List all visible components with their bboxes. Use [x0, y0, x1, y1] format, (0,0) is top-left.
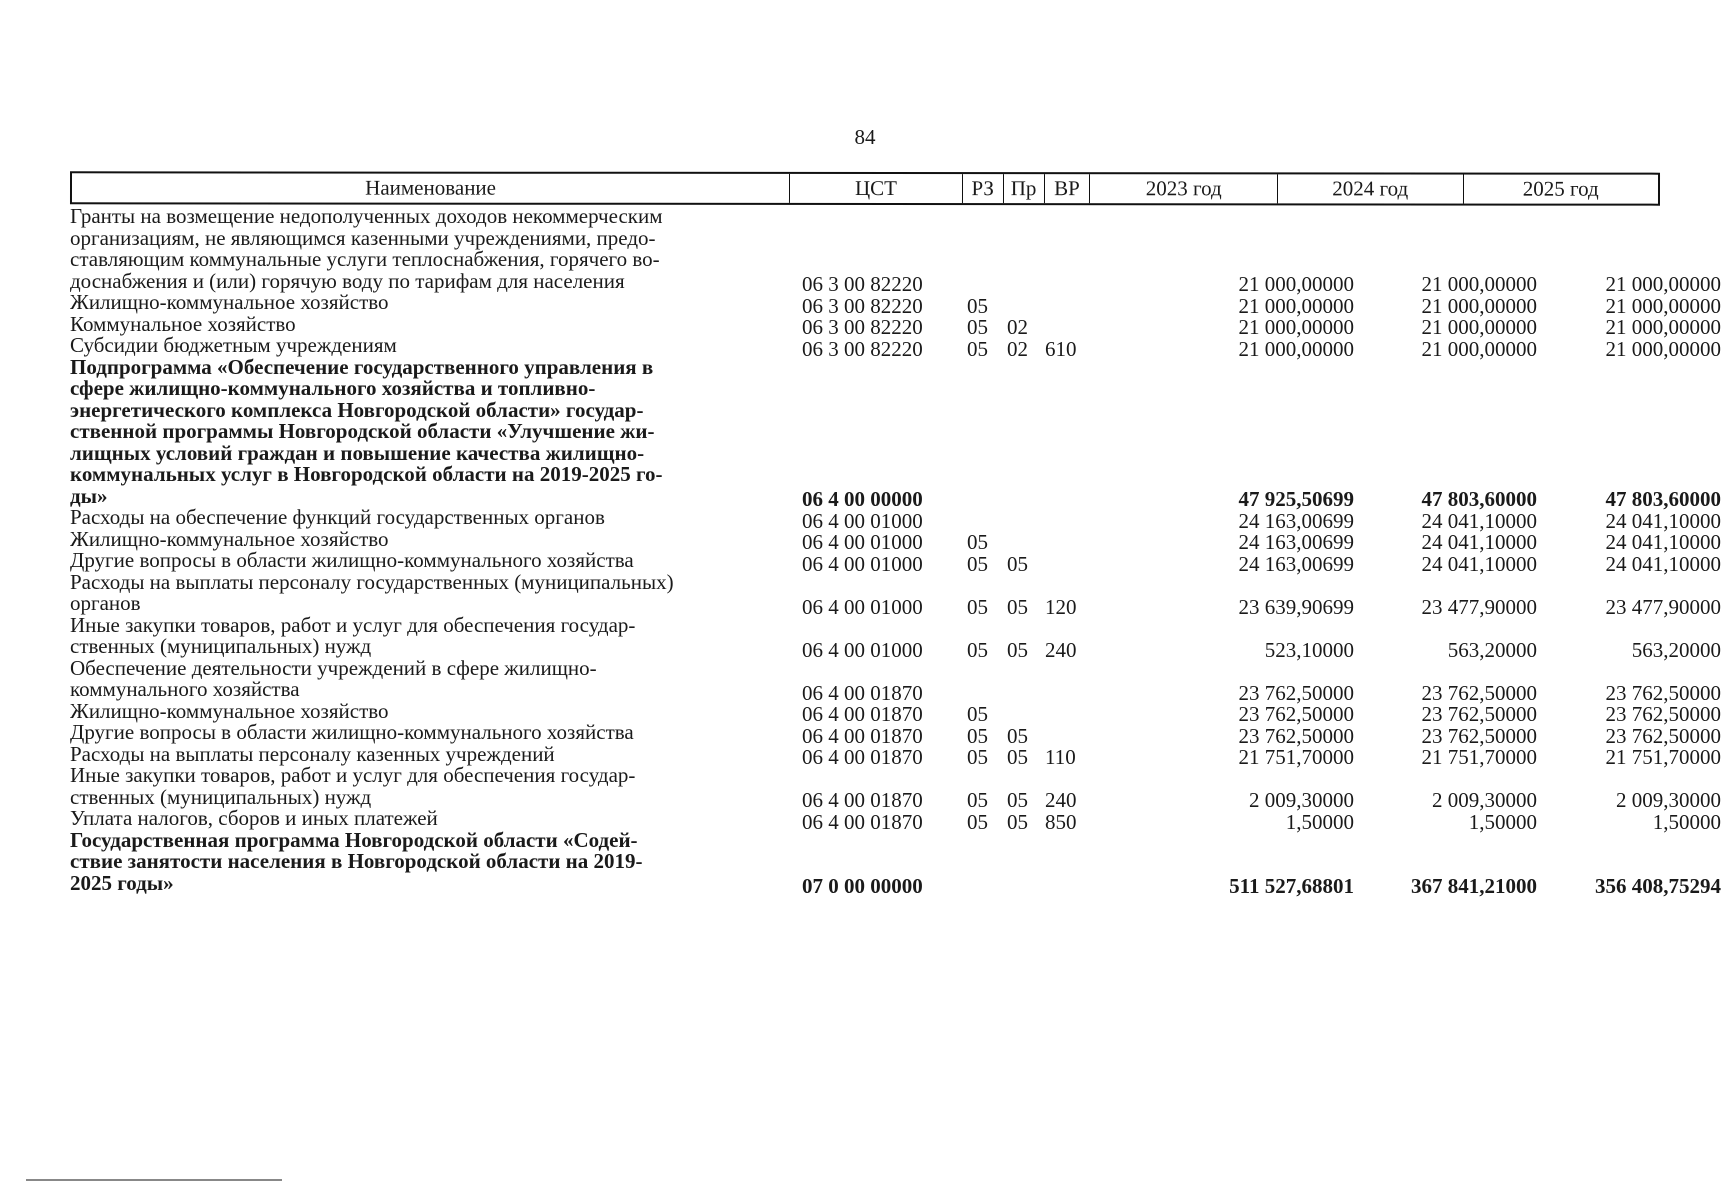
- table-row: [70, 612, 1721, 662]
- row-vr: 120: [1045, 594, 1077, 619]
- row-y2025: 47 803,60000: [1605, 487, 1721, 511]
- row-y2025: 23 477,90000: [1605, 594, 1721, 619]
- row-y2024: 367 841,21000: [1411, 874, 1537, 898]
- table-row: [70, 505, 1721, 533]
- row-rz: 05: [967, 530, 988, 554]
- row-y2025: 24 041,10000: [1605, 551, 1721, 576]
- row-cst: 06 4 00 01000: [802, 508, 923, 533]
- header-cst: ЦСТ: [790, 174, 963, 203]
- row-name: Гранты на возмещение недополученных доходов некоммерческим организациям, не являющимся казенными учреждениями, предо- ставляющим коммунальные услуги теплоснабжения, горячего во- доснабжения и (или) горячую воду по тарифам для населения: [70, 204, 663, 293]
- row-y2025: 21 000,00000: [1605, 336, 1721, 361]
- row-y2024: 23 762,50000: [1421, 680, 1537, 705]
- row-y2025: 563,20000: [1631, 637, 1721, 662]
- row-name: Жилищно-коммунальное хозяйство: [70, 698, 389, 723]
- row-name: Государственная программа Новгородской области «Содей- ствие занятости населения в Новгородской области на 2019- 2025 годы»: [70, 827, 643, 895]
- row-name: Жилищно-коммунальное хозяйство: [70, 526, 389, 551]
- row-rz: 05: [967, 723, 988, 748]
- row-y2024: 1,50000: [1468, 809, 1537, 834]
- row-rz: 05: [967, 336, 988, 361]
- row-cst: 06 3 00 82220: [802, 272, 923, 296]
- row-y2024: 21 000,00000: [1421, 315, 1537, 339]
- header-name: Наименование: [72, 173, 790, 203]
- row-cst: 06 4 00 01870: [802, 809, 923, 834]
- row-y2024: 21 000,00000: [1421, 272, 1537, 296]
- row-pr: 05: [1007, 723, 1028, 748]
- row-name: Другие вопросы в области жилищно-коммунального хозяйства: [70, 548, 634, 572]
- row-cst: 06 3 00 82220: [802, 315, 923, 339]
- row-pr: 05: [1007, 809, 1028, 834]
- table-row: [70, 290, 1721, 318]
- table-row: [70, 333, 1721, 361]
- row-y2024: 24 041,10000: [1421, 551, 1537, 576]
- row-rz: 05: [967, 788, 988, 812]
- header-2024: 2024 год: [1278, 174, 1464, 203]
- row-y2024: 21 751,70000: [1421, 745, 1537, 769]
- row-name: Иные закупки товаров, работ и услуг для обеспечения государ- ственных (муниципальных) нужд: [70, 612, 636, 658]
- row-y2024: 23 762,50000: [1421, 723, 1537, 748]
- row-y2025: 356 408,75294: [1595, 874, 1721, 898]
- row-pr: 05: [1007, 745, 1028, 769]
- row-y2024: 24 041,10000: [1421, 530, 1537, 554]
- row-y2025: 21 000,00000: [1605, 315, 1721, 339]
- row-pr: 05: [1007, 594, 1028, 619]
- row-y2023: 24 163,00699: [1238, 530, 1354, 554]
- row-cst: 06 4 00 01000: [802, 551, 923, 576]
- row-y2024: 563,20000: [1447, 637, 1537, 662]
- row-pr: 05: [1007, 637, 1028, 662]
- row-name: Подпрограмма «Обеспечение государственного управления в сфере жилищно-коммунального хозяйства и топливно- энергетического комплекса Новгородской области» государ- ственной программы Новгородской области «Улучшение жи- лищных условий граждан и повышение качества жилищно- коммунальных услуг в Новгородской области на 2019-2025 го- ды»: [70, 354, 663, 508]
- header-pr: Пр: [1004, 174, 1045, 203]
- table-row: [70, 655, 1721, 705]
- row-y2023: 23 762,50000: [1238, 723, 1354, 748]
- header-2023: 2023 год: [1090, 174, 1278, 203]
- table-row: [70, 827, 1721, 898]
- row-cst: 06 4 00 01870: [802, 702, 923, 726]
- row-y2025: 2 009,30000: [1616, 788, 1721, 812]
- row-y2023: 21 000,00000: [1238, 315, 1354, 339]
- table-header: [70, 171, 1660, 205]
- row-y2024: 2 009,30000: [1432, 788, 1537, 812]
- row-y2025: 21 000,00000: [1605, 272, 1721, 296]
- row-y2025: 23 762,50000: [1605, 680, 1721, 705]
- row-y2024: 47 803,60000: [1421, 487, 1537, 511]
- row-name: Расходы на выплаты персоналу государственных (муниципальных) органов: [70, 569, 674, 615]
- table-row: [70, 569, 1721, 619]
- row-rz: 05: [967, 551, 988, 576]
- row-y2025: 21 751,70000: [1605, 745, 1721, 769]
- table-row: [70, 311, 1721, 339]
- row-pr: 05: [1007, 551, 1028, 576]
- row-name: Уплата налогов, сборов и иных платежей: [70, 806, 438, 830]
- row-vr: 110: [1045, 745, 1076, 769]
- row-y2024: 23 762,50000: [1421, 702, 1537, 726]
- row-y2023: 23 639,90699: [1238, 594, 1354, 619]
- row-y2024: 24 041,10000: [1421, 508, 1537, 533]
- row-pr: 02: [1007, 315, 1028, 339]
- row-y2023: 21 751,70000: [1238, 745, 1354, 769]
- row-rz: 05: [967, 594, 988, 619]
- row-name: Обеспечение деятельности учреждений в сфере жилищно- коммунального хозяйства: [70, 655, 597, 701]
- row-y2023: 1,50000: [1285, 809, 1354, 834]
- table-row: [70, 741, 1721, 769]
- row-y2025: 24 041,10000: [1605, 508, 1721, 533]
- row-vr: 240: [1045, 788, 1077, 812]
- row-y2024: 21 000,00000: [1421, 293, 1537, 318]
- row-rz: 05: [967, 293, 988, 318]
- row-y2025: 21 000,00000: [1605, 293, 1721, 318]
- row-y2023: 21 000,00000: [1238, 336, 1354, 361]
- row-y2025: 24 041,10000: [1605, 530, 1721, 554]
- row-y2023: 523,10000: [1264, 637, 1354, 662]
- row-cst: 07 0 00 00000: [802, 874, 923, 898]
- row-y2025: 1,50000: [1652, 809, 1721, 834]
- row-y2024: 23 477,90000: [1421, 594, 1537, 619]
- row-rz: 05: [967, 809, 988, 834]
- row-name: Жилищно-коммунальное хозяйство: [70, 290, 389, 314]
- table-row: [70, 354, 1721, 511]
- row-vr: 850: [1045, 809, 1077, 834]
- row-cst: 06 4 00 01870: [802, 745, 923, 769]
- row-vr: 240: [1045, 637, 1077, 662]
- budget-table: [70, 204, 1721, 898]
- row-y2024: 21 000,00000: [1421, 336, 1537, 361]
- row-rz: 05: [967, 702, 988, 726]
- row-name: Расходы на обеспечение функций государственных органов: [70, 505, 605, 529]
- row-y2025: 23 762,50000: [1605, 723, 1721, 748]
- table-row: [70, 526, 1721, 554]
- row-y2023: 24 163,00699: [1238, 508, 1354, 533]
- row-name: Расходы на выплаты персоналу казенных учреждений: [70, 741, 555, 766]
- row-y2023: 23 762,50000: [1238, 680, 1354, 705]
- row-cst: 06 4 00 01000: [802, 594, 923, 619]
- row-cst: 06 4 00 01000: [802, 637, 923, 662]
- row-cst: 06 4 00 01870: [802, 723, 923, 748]
- row-y2023: 24 163,00699: [1238, 551, 1354, 576]
- row-y2023: 47 925,50699: [1238, 487, 1354, 511]
- row-y2023: 511 527,68801: [1229, 874, 1354, 898]
- row-cst: 06 4 00 00000: [802, 487, 923, 511]
- row-rz: 05: [967, 745, 988, 769]
- table-row: [70, 548, 1721, 576]
- row-name: Коммунальное хозяйство: [70, 311, 296, 336]
- table-row: [70, 720, 1721, 748]
- table-row: [70, 698, 1721, 726]
- table-row: [70, 763, 1721, 812]
- row-y2025: 23 762,50000: [1605, 702, 1721, 726]
- row-name: Субсидии бюджетным учреждениям: [70, 333, 397, 357]
- header-2025: 2025 год: [1522, 176, 1599, 201]
- row-cst: 06 4 00 01870: [802, 788, 923, 812]
- row-vr: 610: [1045, 336, 1077, 361]
- header-vr: ВР: [1045, 174, 1091, 203]
- row-pr: 02: [1007, 336, 1028, 361]
- row-rz: 05: [967, 637, 988, 662]
- table-row: [70, 204, 1721, 296]
- row-y2023: 2 009,30000: [1249, 788, 1354, 812]
- row-pr: 05: [1007, 788, 1028, 812]
- row-cst: 06 4 00 01870: [802, 680, 923, 705]
- header-rz: РЗ: [963, 174, 1004, 203]
- row-y2023: 21 000,00000: [1238, 272, 1354, 296]
- row-y2023: 21 000,00000: [1238, 293, 1354, 318]
- footer-divider: [26, 1179, 282, 1181]
- row-name: Другие вопросы в области жилищно-коммунального хозяйства: [70, 720, 634, 744]
- page-number: 84: [854, 125, 876, 149]
- row-y2023: 23 762,50000: [1238, 702, 1354, 726]
- row-cst: 06 3 00 82220: [802, 336, 923, 361]
- row-rz: 05: [967, 315, 988, 339]
- row-cst: 06 3 00 82220: [802, 293, 923, 318]
- row-name: Иные закупки товаров, работ и услуг для обеспечения государ- ственных (муниципальных) нужд: [70, 763, 636, 809]
- row-cst: 06 4 00 01000: [802, 530, 923, 554]
- table-row: [70, 806, 1721, 834]
